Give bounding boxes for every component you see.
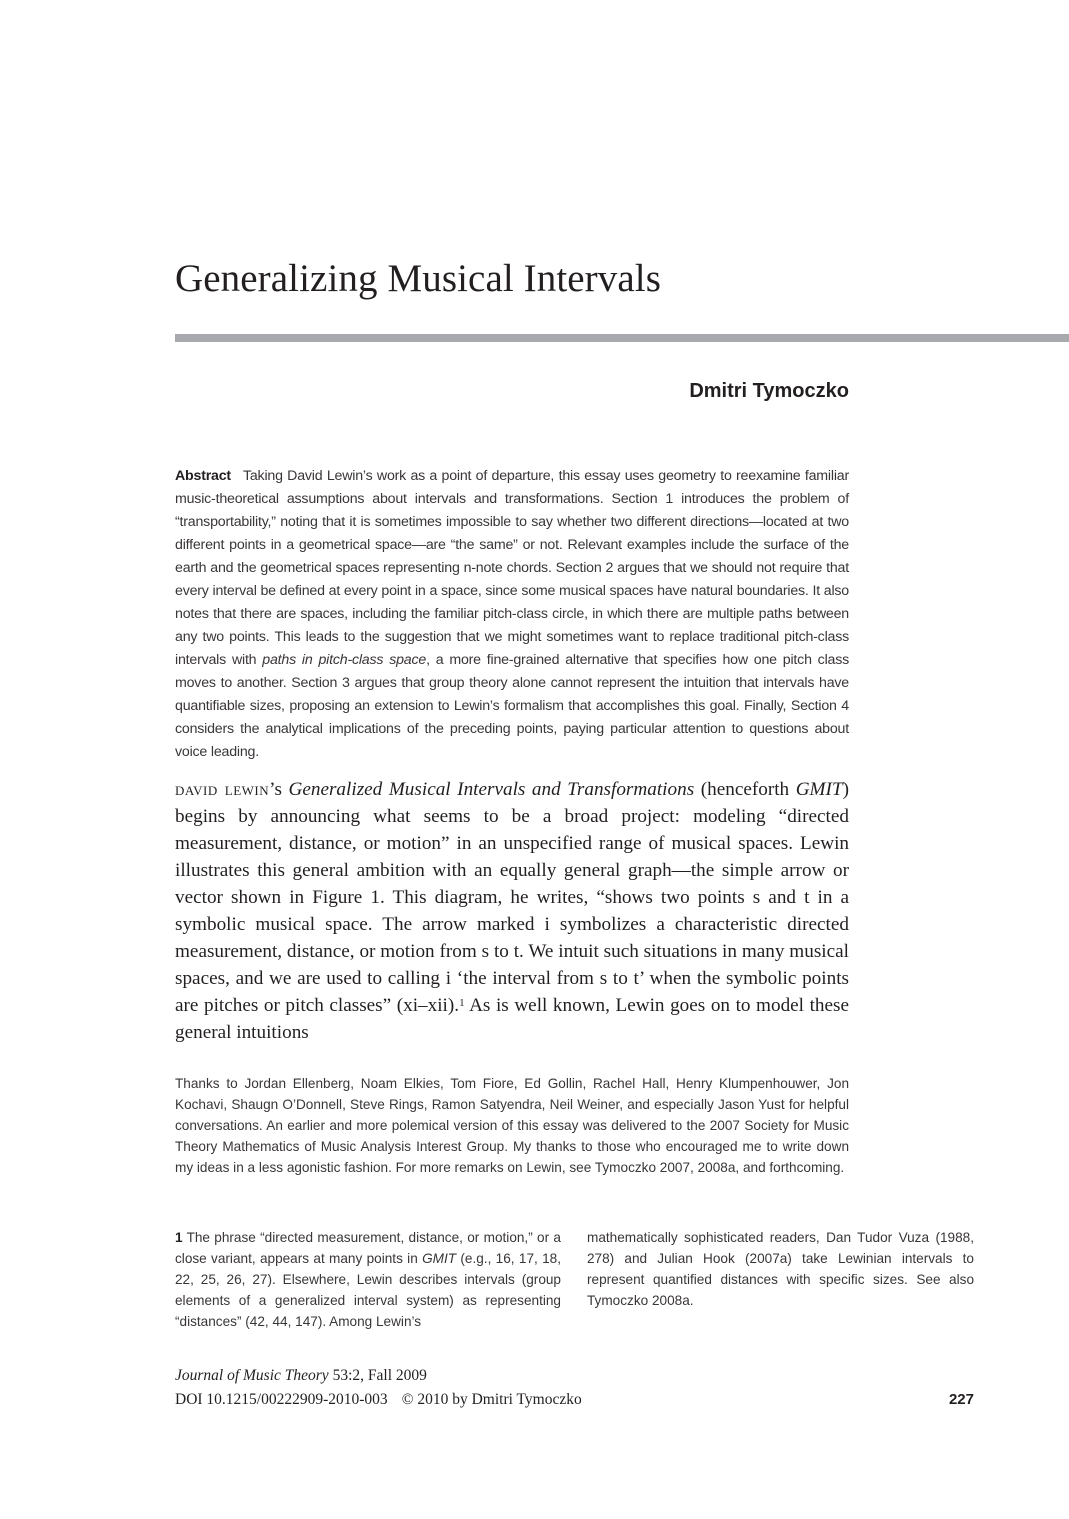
footnote-number: 1: [175, 1230, 183, 1245]
footnote-right-column: mathematically sophisticated readers, Dan Tudor Vuza (1988, 278) and Julian Hook (2007a) take Lewinian intervals to represent quantified distances with specific sizes. See also Tymoczko 2008a.: [587, 1230, 974, 1308]
body-text-1: (henceforth: [694, 779, 796, 800]
title-rule: [175, 334, 1069, 342]
abstract-italic: paths in pitch-class space: [262, 652, 427, 668]
doi: DOI 10.1215/00222909-2010-003: [175, 1391, 388, 1408]
page-number: 227: [948, 1391, 974, 1408]
footnote-abbrev: GMIT: [422, 1251, 457, 1266]
body-text-3: As is well known, Lewin goes on to model these general intuitions: [175, 995, 849, 1043]
acknowledgments: Thanks to Jordan Ellenberg, Noam Elkies, Tom Fiore, Ed Gollin, Rachel Hall, Henry Klumpenhouwer, Jon Kochavi, Shaugn O’Donnell, Steve Rings, Ramon Satyendra, Neil Weiner, and especially Jason Yust for helpful conversations. An earlier and more polemical version of this essay was delivered to the 2007 Society for Music Theory Mathematics of Music Analysis Interest Group. My thanks to those who encouraged me to write down my ideas in a less agonistic fashion. For more remarks on Lewin, see Tymoczko 2007, 2008a, and forthcoming.: [175, 1076, 849, 1175]
abstract: [175, 465, 849, 764]
footnote-text-2: (e.g., 16, 17, 18, 22, 25, 26, 27). Elsewhere, Lewin describes intervals (group elements of a generalized interval system) as representing “distances” (42, 44, 147). Among Lewin’s: [175, 1251, 561, 1329]
body-lead-name: david lewin: [175, 779, 270, 800]
abstract-text-1: Taking David Lewin’s work as a point of departure, this essay uses geometry to reexamine familiar music-theoretical assumptions about intervals and transformations. Section 1 introduces the problem of “transportability,” noting that it is sometimes impossible to say whether two different directions—located at two different points in a geometrical space—are “the same” or not. Relevant examples include the surface of the earth and the geometrical spaces representing n-note chords. Section 2 argues that we should not require that every interval be defined at every point in a space, since some musical spaces have natural boundaries. It also notes that there are spaces, including the familiar pitch-class circle, in which there are multiple paths between any two points. This leads to the suggestion that we might sometimes want to replace traditional pitch-class intervals with: [175, 468, 849, 668]
author-name: Dmitri Tymoczko: [689, 380, 849, 402]
doi-line: [175, 1389, 582, 1411]
journal-citation: [175, 1365, 427, 1387]
body-abbrev: GMIT: [795, 779, 843, 800]
body-lead-suffix: ’s: [269, 779, 289, 800]
footnote-ref[interactable]: 1: [459, 997, 465, 1009]
journal-name: Journal of Music Theory: [175, 1367, 329, 1384]
footnote-left-column: [175, 1227, 561, 1332]
abstract-text-2: , a more fine-grained alternative that specifies how one pitch class moves to another. Section 3 argues that group theory alone cannot represent the intuition that intervals have quantifiable sizes, proposing an extension to Lewin’s formalism that accomplishes this goal. Finally, Section 4 considers the analytical implications of the preceding points, paying particular attention to questions about voice leading.: [175, 652, 849, 760]
journal-issue: 53:2, Fall 2009: [328, 1367, 427, 1384]
footnote-text-1: The phrase “directed measurement, distance, or motion,” or a close variant, appears at many points in: [175, 1230, 561, 1266]
abstract-label: Abstract: [175, 468, 231, 484]
article-title: Generalizing Musical Intervals: [175, 257, 661, 300]
book-title: Generalized Musical Intervals and Transformations: [288, 779, 695, 800]
body-text-2: ) begins by announcing what seems to be a broad project: modeling “directed measurement, distance, or motion” in an unspecified range of musical spaces. Lewin illustrates this general ambition with an equally general graph—the simple arrow or vector shown in Figure 1. This diagram, he writes, “shows two points s and t in a symbolic musical space. The arrow marked i symbolizes a characteristic directed measurement, distance, or motion from s to t. We intuit such situations in many musical spaces, and we are used to calling i ‘the interval from s to t’ when the symbolic points are pitches or pitch classes” (xi–xii).: [175, 779, 849, 1016]
body-paragraph: [175, 776, 849, 1046]
copyright: © 2010 by Dmitri Tymoczko: [401, 1391, 582, 1408]
